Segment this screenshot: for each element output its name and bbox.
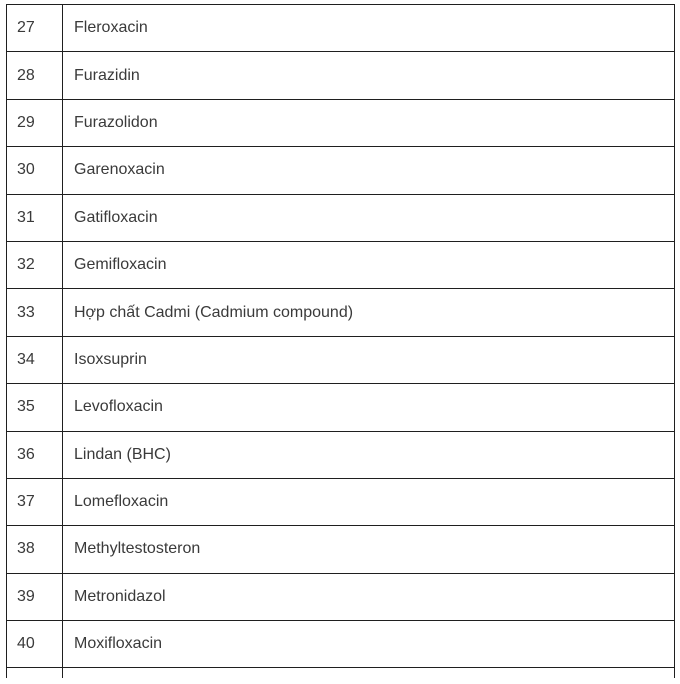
substance-table: [6, 4, 675, 678]
table-row: [7, 526, 675, 573]
table-row: [7, 147, 675, 194]
row-number: 36: [7, 431, 63, 478]
row-number: 32: [7, 241, 63, 288]
table-row: [7, 241, 675, 288]
row-number: 30: [7, 147, 63, 194]
substance-name: Lomefloxacin: [63, 478, 675, 525]
table-row: [7, 336, 675, 383]
table-row-partial: [7, 668, 675, 678]
row-number: 31: [7, 194, 63, 241]
row-number: 39: [7, 573, 63, 620]
substance-name: Moxifloxacin: [63, 621, 675, 668]
row-number: 37: [7, 478, 63, 525]
row-number: 35: [7, 384, 63, 431]
table-row: [7, 384, 675, 431]
substance-name: Isoxsuprin: [63, 336, 675, 383]
table-row: [7, 621, 675, 668]
substance-table-body: [7, 5, 675, 678]
table-row: [7, 194, 675, 241]
substance-table-container: [6, 4, 675, 678]
row-number: 27: [7, 5, 63, 52]
substance-name: Methyltestosteron: [63, 526, 675, 573]
table-row: [7, 573, 675, 620]
row-number: 33: [7, 289, 63, 336]
substance-name-empty: [63, 668, 675, 678]
substance-name: Metronidazol: [63, 573, 675, 620]
substance-name: Garenoxacin: [63, 147, 675, 194]
table-row: [7, 99, 675, 146]
row-number: 34: [7, 336, 63, 383]
substance-name: Levofloxacin: [63, 384, 675, 431]
table-row: [7, 431, 675, 478]
table-row: [7, 52, 675, 99]
row-number: 29: [7, 99, 63, 146]
substance-name: Furazidin: [63, 52, 675, 99]
row-number: 38: [7, 526, 63, 573]
substance-name: Furazolidon: [63, 99, 675, 146]
substance-name: Gemifloxacin: [63, 241, 675, 288]
substance-name: Hợp chất Cadmi (Cadmium compound): [63, 289, 675, 336]
row-number: 40: [7, 621, 63, 668]
table-row: [7, 289, 675, 336]
table-row: [7, 478, 675, 525]
table-row: [7, 5, 675, 52]
substance-name: Gatifloxacin: [63, 194, 675, 241]
substance-name: Fleroxacin: [63, 5, 675, 52]
row-number-empty: [7, 668, 63, 678]
substance-name: Lindan (BHC): [63, 431, 675, 478]
row-number: 28: [7, 52, 63, 99]
